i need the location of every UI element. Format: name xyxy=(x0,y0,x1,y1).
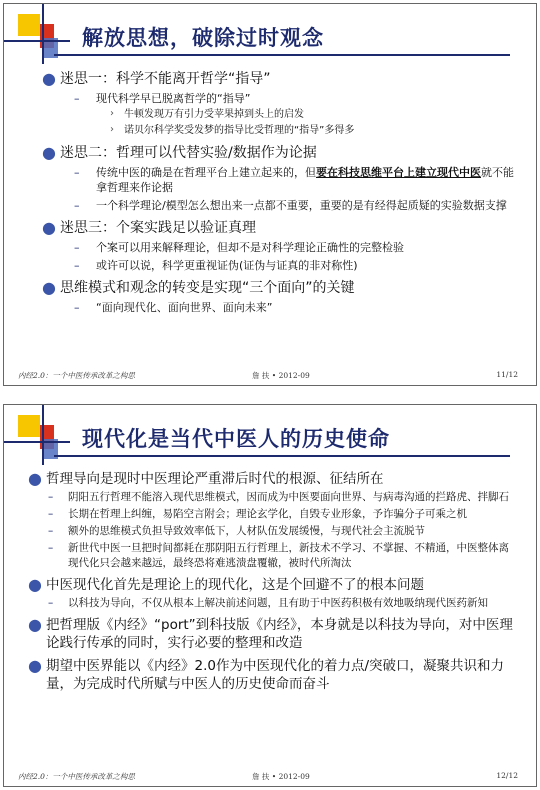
sub-sub-bullet-item xyxy=(30,124,514,138)
arrow-icon: › xyxy=(110,124,114,135)
sub-bullet-text: 或许可以说，科学更重视证伪(证伪与证真的非对称性) xyxy=(96,259,358,272)
sub-bullet-text: 就不能拿哲理来作论据 xyxy=(96,166,514,194)
sub-bullet-item xyxy=(16,507,514,522)
bullet-dot-icon: ● xyxy=(42,69,56,88)
sub-bullet-text: “面向现代化、面向世界、面向未来” xyxy=(96,301,273,314)
bullet-dot-icon: ● xyxy=(42,143,56,162)
sub-bullet-text: 新世代中医一旦把时间都耗在那阴阳五行哲理上，新技术不学习、不掌握、不精通，中医整体离现代化只会越来越远，最终恐将难逃溃盘覆辙，被时代所淘汰 xyxy=(68,542,509,569)
bullet-item xyxy=(30,70,514,88)
dash-icon: – xyxy=(48,491,54,503)
sub-sub-bullet-text: 诺贝尔科学奖受发梦的指导比受哲理的“指导”多得多 xyxy=(124,125,355,136)
bullet-text: 把哲理版《内经》“port”到科技版《内经》，本身就是以科技为导向，对中医理论践行传承的同时，实行必要的整理和改造 xyxy=(46,617,513,651)
sub-bullet-item xyxy=(30,91,514,106)
slide-title: 解放思想，破除过时观念 xyxy=(82,25,324,50)
sub-bullet-text: 个案可以用来解释理论，但却不是对科学理论正确性的完整检验 xyxy=(96,241,404,254)
dash-icon: – xyxy=(48,508,54,520)
bullet-item xyxy=(16,576,514,594)
bullet-dot-icon: ● xyxy=(28,575,42,594)
dash-icon: – xyxy=(48,525,54,537)
sub-bullet-item xyxy=(30,258,514,273)
sub-bullet-text: 长期在哲理上纠缠，易陷空言附会；理论玄学化，自毁专业形象，予诈骗分子可乘之机 xyxy=(68,508,467,520)
sub-bullet-item xyxy=(30,240,514,255)
deco-vertical-line xyxy=(42,405,44,465)
sub-bullet-item xyxy=(16,524,514,539)
sub-bullet-text: 额外的思维模式负担导致效率低下，人材队伍发展缓慢，与现代社会主流脱节 xyxy=(68,525,425,537)
bullet-dot-icon: ● xyxy=(42,218,56,237)
sub-bullet-item xyxy=(16,541,514,571)
slide-body xyxy=(30,64,514,315)
arrow-icon: › xyxy=(110,108,114,119)
title-underline xyxy=(54,54,510,56)
sub-bullet-text: 一个科学理论/模型怎么想出来一点都不重要，重要的是有经得起质疑的实验数据支撑 xyxy=(96,199,507,212)
deco-vertical-line xyxy=(42,4,44,64)
bullet-item xyxy=(30,279,514,297)
footer-title: 内经2.0：一个中医传承改革之构思 xyxy=(18,772,135,781)
bullet-text: 迷思三：个案实践足以验证真理 xyxy=(60,220,256,236)
page-number: 12/12 xyxy=(496,771,518,780)
dash-icon: – xyxy=(74,241,80,254)
bullet-item xyxy=(16,470,514,488)
sub-bullet-text: 阴阳五行哲理不能溶入现代思维模式，因而成为中医要面向世界、与病毒沟通的拦路虎、拌脚石 xyxy=(68,491,509,503)
dash-icon: – xyxy=(74,166,80,179)
sub-bullet-item xyxy=(16,490,514,505)
bullet-dot-icon: ● xyxy=(28,615,42,634)
bullet-item xyxy=(16,657,514,693)
bullet-text: 迷思一：科学不能离开哲学“指导” xyxy=(60,71,271,87)
footer-author-date: 詹 扶 • 2012-09 xyxy=(252,772,310,781)
slide-body xyxy=(16,465,514,693)
bullet-dot-icon: ● xyxy=(42,278,56,297)
sub-sub-bullet-text: 牛顿发现万有引力受苹果掉到头上的启发 xyxy=(124,109,304,120)
bullet-item xyxy=(30,144,514,162)
dash-icon: – xyxy=(74,301,80,314)
bullet-item xyxy=(16,616,514,652)
deco-horizontal-line xyxy=(4,40,70,42)
bullet-text: 哲理导向是现时中医理论严重滞后时代的根源、征结所在 xyxy=(46,471,384,487)
page-number: 11/12 xyxy=(496,370,518,379)
slide-12 xyxy=(3,404,537,787)
sub-sub-bullet-item xyxy=(30,108,514,122)
bullet-text: 中医现代化首先是理论上的现代化，这是个回避不了的根本问题 xyxy=(46,577,424,593)
footer-title: 内经2.0：一个中医传承改革之构思 xyxy=(18,371,135,380)
sub-bullet-item xyxy=(30,198,514,213)
sub-bullet-text: 以科技为导向，不仅从根本上解决前述问题，且有助于中医药积极有效地吸纳现代医药新知 xyxy=(68,597,488,609)
emphasized-text: 要在科技思维平台上建立现代中医 xyxy=(316,166,481,179)
dash-icon: – xyxy=(48,542,54,554)
bullet-text: 期望中医界能以《内经》2.0作为中医现代化的着力点/突破口，凝聚共识和力量，为完成时代所赋与中医人的历史使命而奋斗 xyxy=(46,658,505,692)
deco-yellow-square xyxy=(18,415,40,437)
sub-bullet-text: 现代科学早已脱离哲学的“指导” xyxy=(96,92,251,105)
deco-horizontal-line xyxy=(4,441,70,443)
slide-11 xyxy=(3,3,537,386)
title-underline xyxy=(54,455,510,457)
slide-footer xyxy=(18,771,518,781)
footer-author-date: 詹 扶 • 2012-09 xyxy=(252,371,310,380)
bullet-dot-icon: ● xyxy=(28,469,42,488)
deco-yellow-square xyxy=(18,14,40,36)
dash-icon: – xyxy=(74,199,80,212)
bullet-dot-icon: ● xyxy=(28,656,42,675)
dash-icon: – xyxy=(74,259,80,272)
dash-icon: – xyxy=(74,92,80,105)
sub-bullet-item xyxy=(30,165,514,195)
slide-footer xyxy=(18,370,518,380)
bullet-text: 迷思二：哲理可以代替实验/数据作为论据 xyxy=(60,145,317,161)
sub-bullet-item xyxy=(16,596,514,611)
slide-title: 现代化是当代中医人的历史使命 xyxy=(82,426,390,451)
bullet-text: 思维模式和观念的转变是实现“三个面向”的关键 xyxy=(60,280,355,296)
sub-bullet-text: 传统中医的确是在哲理平台上建立起来的，但 xyxy=(96,166,316,179)
sub-bullet-item xyxy=(30,300,514,315)
bullet-item xyxy=(30,219,514,237)
dash-icon: – xyxy=(48,597,54,609)
